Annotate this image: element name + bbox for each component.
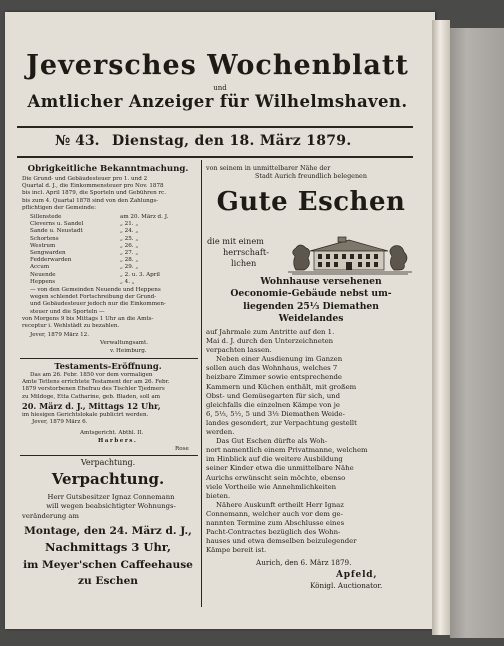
bekanntmachung-line: bis zum 4. Quartal 1878 sind von den Zahlungs-	[22, 197, 159, 204]
schedule-place: Schortens	[30, 235, 59, 242]
body-line: Das Gut Eschen dürfte als Woh-	[216, 437, 328, 446]
masthead-subtitle: Amtlicher Anzeiger für Wilhelmshaven.	[27, 92, 408, 111]
masthead-title: Jeversches Wochenblatt	[26, 50, 409, 81]
verpachtung-place-town: zu Eschen	[77, 575, 139, 587]
body-line: hauses und etwa demselben beizulegender	[206, 537, 357, 546]
issue-number: № 43.	[55, 133, 100, 149]
body-line: sollen auch das Wohnhaus, welches 7	[206, 364, 338, 373]
body-line: Aurichs erwünscht sein möchte, ebenso	[206, 473, 346, 482]
body-line: Kammern und Küchen enthält, mit großem	[206, 382, 357, 391]
testament-signature-name: Harbers.	[98, 438, 138, 444]
gute-eschen-title: Gute Eschen	[216, 187, 406, 217]
body-line: verpachten lassen.	[206, 346, 272, 355]
testament-line: Das am 26. Febr. 1850 vor dem vormaligen	[30, 372, 153, 378]
bekanntmachung-title: Obrigkeitliche Bekanntmachung.	[27, 164, 189, 174]
bekanntmachung-line: steuer und die Sporteln —	[30, 308, 105, 315]
right-body	[206, 328, 416, 555]
bekanntmachung-line: wegen schlendet Fortschreibung der Grund-	[30, 294, 157, 301]
schedule-date: „ 21. „	[120, 221, 139, 228]
body-line: werden.	[206, 428, 235, 437]
testament-line: Jever, 1879 März 6.	[32, 419, 88, 426]
right-signature-name: Apfeld,	[336, 570, 378, 580]
schedule-place: Westrum	[30, 242, 56, 249]
schedule-date: „ 4. „	[120, 278, 135, 285]
body-line: nannten Termine zum Abschlusse eines	[206, 518, 345, 527]
schedule-row	[20, 272, 200, 279]
body-line: auf Jahrmale zum Antritte auf den 1.	[206, 328, 335, 336]
body-line: gleichfalls die einzelnen Kämpe von je	[206, 400, 340, 409]
testament-line: zu Mildoge, Etta Catharine, geb. Bladen, soll am	[22, 393, 161, 400]
bold-line: Oeconomie-Gebäude nebst um-	[230, 288, 392, 300]
body-line: Obst- und Gemüsegarten für sich, und	[206, 391, 340, 400]
right-signature-title: Königl. Auctionator.	[310, 581, 383, 590]
masthead-rule-top	[17, 126, 413, 128]
schedule-date: „ 27. „	[120, 250, 139, 257]
schedule-date: „ 24. „	[120, 228, 139, 235]
schedule-date: „ 25. „	[120, 235, 139, 242]
testament-line: im hiesigen Gerichtslokale publicirt werden.	[22, 411, 149, 418]
body-line: Neben einer Ausdienung im Ganzen	[216, 355, 343, 364]
schedule-row	[20, 257, 200, 264]
testament-line: 20. März d. J., Mittags 12 Uhr,	[22, 400, 161, 411]
bekanntmachung-line: von Morgens 9 bis Mittags 1 Uhr an die Amts-	[22, 315, 154, 322]
verpachtung-line: Herr Gutsbesitzer Ignaz Connemann	[47, 493, 175, 501]
book-spine	[432, 20, 450, 635]
right-intro-line: von seinem in unmittelbarer Nähe der	[206, 164, 331, 172]
body-line: Pacht-Contractes bezüglich des Wohn-	[206, 528, 341, 537]
bekanntmachung-line: receptur i. Wehlstädt zu bezahlen.	[22, 323, 120, 330]
schedule-place: Neuende	[30, 271, 56, 278]
schedule-date: „ 2. u. 3. April	[120, 271, 160, 278]
bekanntmachung-line: Quartal d. J., die Einkommensteuer pro Nov. 1878	[22, 183, 164, 190]
schedule-row	[20, 214, 200, 221]
schedule-row	[20, 279, 200, 286]
bold-line: liegenden 25⅓ Diemathen	[243, 300, 379, 312]
masthead-und: und	[213, 84, 227, 92]
schedule-row	[20, 250, 200, 257]
testament-signature-court: Amtsgericht. Abthl. II.	[80, 430, 144, 436]
bekanntmachung-line: bis incl. April 1879, die Sporteln und Gebühren rc.	[22, 190, 167, 197]
schedule-place: Sillenstede	[30, 214, 62, 220]
bekanntmachung-signature-office: Verwaltungsamt.	[100, 340, 148, 346]
verpachtung-line: veränderung am	[22, 511, 79, 520]
verpachtung-date: Montage, den 24. März d. J.,	[24, 525, 192, 537]
schedule-row	[20, 243, 200, 250]
body-line: nort namentlich einem Privatmanne, welchem	[206, 446, 368, 455]
right-intro	[206, 164, 416, 180]
testament-body	[22, 372, 200, 426]
verpachtung-title: Verpachtung.	[51, 470, 165, 488]
bekanntmachung-line: — von den Gemeinden Neuende und Heppens	[30, 287, 161, 293]
verpachtung-time: Nachmittags 3 Uhr,	[44, 540, 172, 554]
body-line: Nähere Auskunft ertheilt Herr Ignaz	[216, 500, 344, 509]
bekanntmachung-line: Die Grund- und Gebäudesteuer pro 1. und 2	[22, 176, 148, 182]
section-rule	[20, 455, 198, 456]
schedule-place: Fedderwarden	[30, 257, 72, 264]
schedule-row	[20, 228, 200, 235]
manor-house-icon	[286, 234, 414, 276]
book-cover-edge	[450, 28, 504, 638]
schedule-place: Cleverns u. Sandel	[30, 221, 84, 228]
schedule-place: Sengwarden	[30, 250, 66, 257]
side-line: lichen	[231, 258, 257, 268]
testament-line: 1879 verstorbenen Ehefrau des Tischler Tjedmers	[22, 386, 165, 393]
body-line: 6, 5⅓, 5½, 5 und 3⅓ Diemathen Weide-	[206, 409, 345, 418]
body-line: bieten.	[206, 491, 231, 500]
bekanntmachung-rest	[22, 287, 200, 330]
side-line: herrschaft-	[223, 247, 269, 257]
bekanntmachung-date: Jever, 1879 März 12.	[30, 332, 90, 338]
schedule-place: Accum	[30, 264, 50, 271]
right-side-text	[207, 236, 287, 269]
bekanntmachung-line: pflichtigen der Gemeinde:	[22, 204, 97, 211]
schedule-date: „ 28. „	[120, 257, 139, 264]
bekanntmachung-intro	[22, 176, 200, 212]
schedule-row	[20, 264, 200, 271]
verpachtung-place: im Meyer'schen Caffeehause	[23, 559, 193, 571]
testament-title: Testaments-Eröffnung.	[54, 361, 162, 371]
bold-line: Weidelandes	[278, 313, 344, 325]
verpachtung-line: will wegen beabsichtigter Wohnungs-	[46, 502, 176, 511]
bold-line: Wohnhause versehenen	[260, 276, 382, 287]
verpachtung-body	[22, 493, 200, 521]
masthead-rule-bottom	[17, 156, 413, 158]
section-rule	[20, 358, 198, 359]
schedule-place: Heppens	[30, 278, 56, 285]
schedule-row	[20, 236, 200, 243]
bekanntmachung-line: und Gebäudesteuer jedoch nur die Einkommen-	[30, 301, 166, 308]
schedule-place: Sande u. Neustadt	[30, 228, 83, 235]
right-date: Aurich, den 6. März 1879.	[256, 558, 352, 567]
right-intro-line: Stadt Aurich freundlich belegenen	[255, 172, 367, 180]
bekanntmachung-signature-name: v. Heimburg.	[110, 348, 147, 354]
body-line: Kämpe bereit ist.	[206, 546, 267, 555]
side-line: die mit einem	[207, 236, 264, 246]
verpachtung-small-title: Verpachtung.	[80, 458, 136, 467]
right-body-bold	[206, 276, 416, 326]
schedule-date: am 20. März d. J.	[120, 214, 169, 220]
testament-rest: Rose	[175, 446, 189, 452]
body-line: landes gesondert, zur Verpachtung gestellt	[206, 418, 357, 427]
body-line: Connemann, welcher auch vor dem ge-	[206, 509, 343, 518]
body-line: Mai d. J. durch den Unterzeichneten	[206, 337, 334, 346]
issue-date: Dienstag, den 18. März 1879.	[112, 133, 352, 149]
body-line: viele Vortheile wie Annehmlichkeiten	[206, 482, 337, 491]
body-line: seiner Kinder etwa die unmittelbare Nähe	[206, 464, 354, 473]
schedule-date: „ 29. „	[120, 264, 139, 271]
body-line: im Hinblick auf die weitere Ausbildung	[206, 455, 343, 464]
column-divider	[201, 160, 202, 607]
payment-schedule	[20, 214, 200, 286]
schedule-row	[20, 221, 200, 228]
body-line: heizbare Zimmer sowie entsprechende	[206, 373, 343, 382]
schedule-date: „ 26. „	[120, 242, 139, 249]
testament-line: Amte Tettens errichtete Testament der am 26. Febr.	[22, 379, 170, 386]
